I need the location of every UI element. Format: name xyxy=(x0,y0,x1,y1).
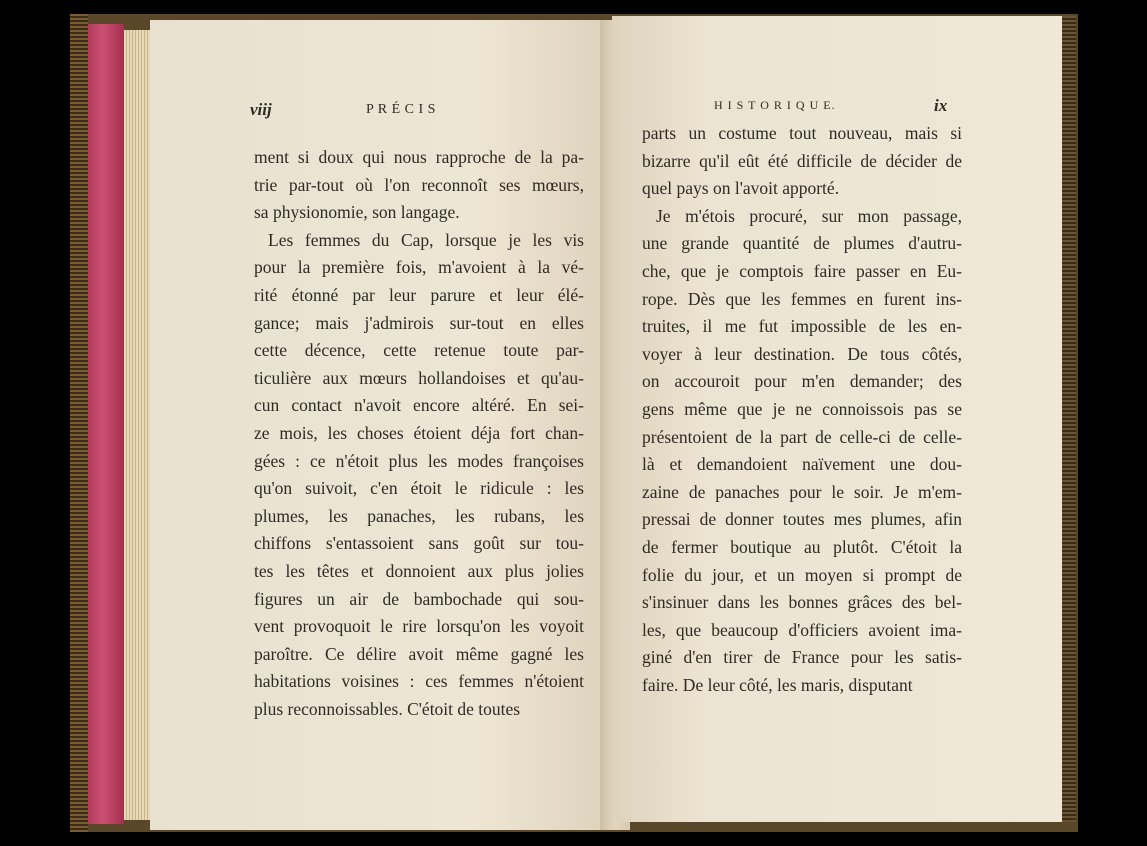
text-line: de fermer boutique au plutôt. C'étoit la xyxy=(642,536,962,557)
text-line: zaine de panaches pour le soir. Je m'em- xyxy=(642,481,962,502)
text-line: rité étonné par leur parure et leur élé- xyxy=(254,284,584,305)
left-page xyxy=(150,20,612,830)
text-line: plus reconnoissables. C'étoit de toutes xyxy=(254,698,521,719)
text-line: rope. Dès que les femmes en furent ins- xyxy=(642,288,962,309)
text-line: cette décence, cette retenue toute par- xyxy=(254,340,584,361)
text-line: giné d'en tirer de France pour les satis- xyxy=(642,647,962,668)
text-line: là et demandoient naïvement une dou- xyxy=(642,454,962,475)
text-line: on accouroit pour m'en demander; des xyxy=(642,371,962,392)
text-line: trie par-tout où l'on reconnoît ses mœurs, xyxy=(254,174,584,195)
text-line: Les femmes du Cap, lorsque je les vis xyxy=(268,229,584,250)
right-page-number: ix xyxy=(934,96,948,115)
text-line: truites, il me fut impossible de les en- xyxy=(642,316,962,337)
text-line: qu'on suivoit, c'en étoit le ridicule : les xyxy=(254,478,584,499)
text-line: chiffons s'entassoient sans goût sur tou- xyxy=(254,533,584,554)
right-text-block xyxy=(642,120,962,699)
text-line: plumes, les panaches, les rubans, les xyxy=(254,505,584,526)
book-spine-edge xyxy=(70,14,88,832)
text-line: faire. De leur côté, les maris, disputant xyxy=(642,674,913,695)
text-line: une grande quantité de plumes d'autru- xyxy=(642,233,962,254)
right-running-header: H I S T O R I Q U E. xyxy=(714,98,836,112)
text-line: gées : ce n'étoit plus les modes françoises xyxy=(254,450,584,471)
text-line: ze mois, les choses étoient déja fort chan- xyxy=(254,422,584,443)
text-line: présentoient de la part de celle-ci de celle- xyxy=(642,426,962,447)
text-line: bizarre qu'il eût été difficile de décider de xyxy=(642,150,962,171)
left-page-number: viij xyxy=(250,100,272,119)
text-line: parts un costume tout nouveau, mais si xyxy=(642,123,962,143)
left-text-block xyxy=(254,144,584,723)
text-line: habitations voisines : ces femmes n'étoient xyxy=(254,671,584,692)
text-line: les, que beaucoup d'officiers avoient ima- xyxy=(642,619,962,640)
page-edges xyxy=(124,30,150,820)
text-line: ticulière aux mœurs hollandoises et qu'au- xyxy=(254,367,584,388)
text-line: voyer à leur destination. De tous côtés, xyxy=(642,343,962,364)
text-line: pour la première fois, m'avoient à la vé- xyxy=(254,257,584,278)
text-line: ment si doux qui nous rapproche de la pa- xyxy=(254,147,584,167)
text-line: sa physionomie, son langage. xyxy=(254,202,460,223)
text-line: cun contact n'avoit encore altéré. En sei- xyxy=(254,395,584,416)
text-line: Je m'étois procuré, sur mon passage, xyxy=(656,205,962,226)
text-line: figures un air de bambochade qui sou- xyxy=(254,588,584,609)
text-line: quel pays on l'avoit apporté. xyxy=(642,178,840,199)
text-line: pressai de donner toutes mes plumes, afin xyxy=(642,509,962,530)
text-line: vent provoquoit le rire lorsqu'on les voyoit xyxy=(254,616,584,637)
text-line: che, que je comptois faire passer en Eu- xyxy=(642,260,962,281)
text-line: paroître. Ce délire avoit même gagné les xyxy=(254,643,584,664)
text-line: gens même que je ne connoissois pas se xyxy=(642,398,962,419)
book-back-edge xyxy=(1062,16,1076,822)
text-line: tes les têtes et donnoient aux plus jolies xyxy=(254,560,584,581)
text-line: gance; mais j'admirois sur-tout en elles xyxy=(254,312,584,333)
right-page xyxy=(612,16,1070,822)
text-line: s'insinuer dans les bonnes grâces des bel- xyxy=(642,592,962,613)
text-line: folie du jour, et un moyen si prompt de xyxy=(642,564,962,585)
marbled-endpaper xyxy=(88,24,124,824)
left-running-header: P R É C I S xyxy=(366,102,436,117)
